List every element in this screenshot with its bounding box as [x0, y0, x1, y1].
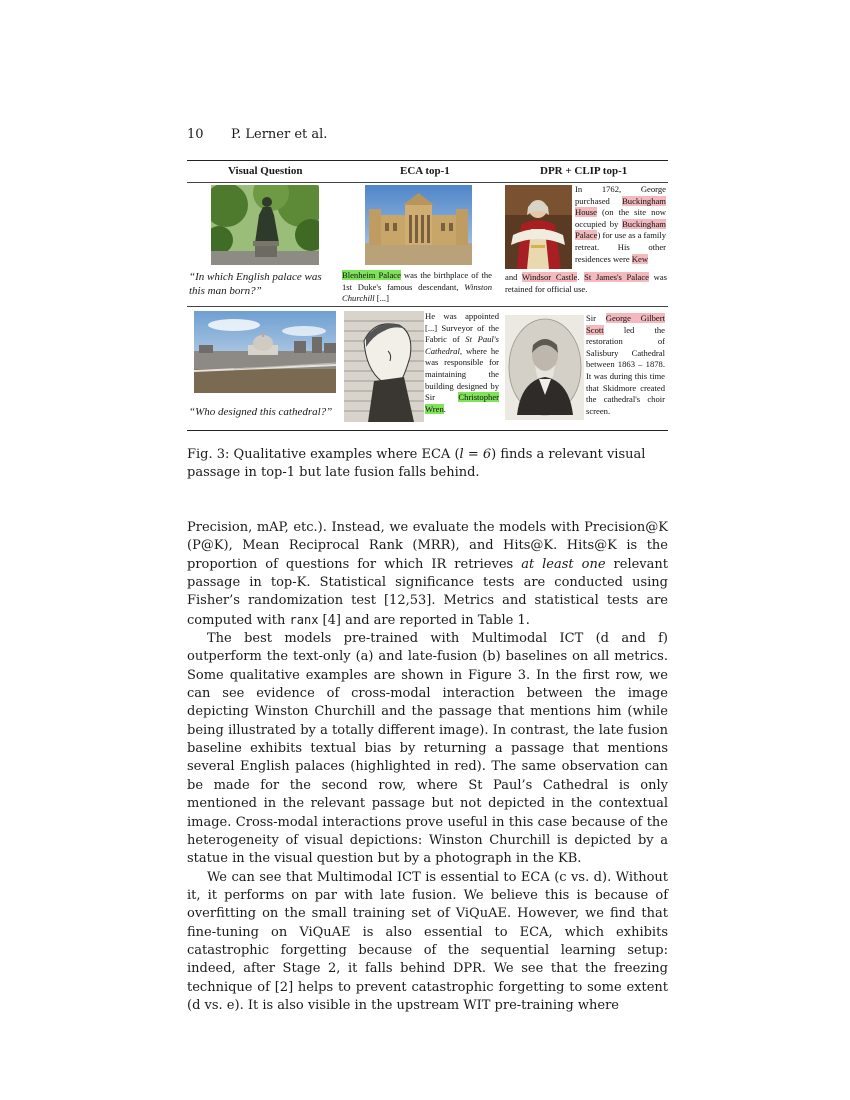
passage-emphasis: Winston Churchill	[342, 281, 492, 304]
column-header-eca: ECA top-1	[400, 165, 450, 177]
george-gilbert-scott-portrait	[505, 315, 584, 420]
churchill-statue-photo	[211, 185, 319, 265]
column-header-dpr-clip: DPR + CLIP top-1	[540, 165, 628, 177]
body-text	[187, 519, 668, 1015]
passage-text: was retained for official use.	[505, 272, 667, 294]
figure-header-rule	[187, 182, 668, 183]
passage-text: was the birthplace of the 1st Duke's famous descendant,	[342, 270, 492, 292]
passage-text: (on the site now occupied by	[575, 207, 666, 229]
figure-row-rule	[187, 306, 668, 307]
highlight-st-james: St James's Palace	[584, 272, 649, 282]
passage-text: Sir	[586, 313, 606, 323]
engraved-portrait-wren	[344, 311, 424, 422]
running-header	[187, 127, 327, 142]
passage-text: , where he was responsible for maintaining the building designed by Sir	[425, 345, 499, 403]
dpr-passage-1	[575, 184, 666, 265]
passage-text: In 1762, George purchased	[575, 184, 666, 206]
caption-label: Fig. 3:	[187, 447, 230, 462]
highlight-buckingham-house: Buckingham House	[575, 195, 666, 218]
passage-text: and	[505, 272, 522, 282]
inline-code: ranx	[289, 612, 319, 627]
caption-text: Qualitative examples where ECA (	[229, 447, 460, 462]
highlight-blenheim: Blenheim Palace	[342, 270, 401, 280]
passage-text: He was appointed [...] Surveyor of the Fabric of	[425, 311, 499, 345]
figure-bottom-rule	[187, 430, 668, 431]
caption-text: ) finds a relevant visual passage in top-1 but late fusion falls behind.	[187, 447, 646, 480]
passage-text: [...]	[374, 293, 389, 304]
eca-passage-1	[342, 270, 492, 305]
figure-caption	[187, 446, 668, 482]
highlight-buckingham-palace: Buckingham Palace	[575, 218, 666, 241]
passage-text: .	[577, 272, 585, 282]
passage-emphasis: St Paul's Cathedral	[425, 334, 499, 356]
column-header-visual-question: Visual Question	[228, 165, 303, 177]
paragraph-text: [4] and are reported in Table 1.	[318, 612, 530, 628]
page-number: 10	[187, 127, 204, 142]
highlight-windsor: Windsor Castle	[521, 272, 578, 282]
caption-math: l = 6	[459, 447, 492, 462]
paragraph-text: relevant passage in top-K. Statistical significance tests are conducted using Fisher’s randomization test [12,53]. Metrics and statistical tests are computed with	[187, 556, 668, 628]
passage-text: ) for use as a family retreat. His other residences were	[575, 230, 666, 264]
paragraph-emphasis: at least one	[521, 556, 606, 572]
passage-text: led the restoration of Salisbury Cathedral between 1863 – 1878. It was during this time that Skidmore created the cathedral's choir screen.	[586, 324, 665, 416]
blenheim-palace-photo	[365, 185, 472, 265]
passage-text: .	[443, 403, 446, 414]
dpr-passage-1-cont	[505, 272, 667, 295]
highlight-kew: Kew	[631, 253, 649, 264]
dpr-passage-2	[586, 313, 665, 417]
paragraph-1	[187, 519, 668, 630]
paragraph-3: We can see that Multimodal ICT is essential to ECA (c vs. d). Without it, it performs on par with late fusion. We believe this is because of overfitting on the small training set of ViQuAE. However, we find that fine-tuning on ViQuAE is also essential to ECA, which exhibits catastrophic forgetting because of the sequential learning setup: indeed, after Stage 2, it falls behind DPR. We see that the freezing technique of [2] helps to prevent catastrophic forgetting to some extent (d vs. e). It is also visible in the upstream WIT pre-training where	[187, 869, 668, 1013]
highlight-george-gilbert-scott: George Gilbert Scott	[586, 313, 665, 335]
st-pauls-london-photo	[194, 311, 336, 393]
visual-question-2: “Who designed this cathedral?”	[189, 406, 333, 418]
figure-top-rule	[187, 160, 668, 161]
running-authors: P. Lerner et al.	[231, 127, 328, 142]
eca-passage-2	[425, 311, 499, 415]
king-george-portrait	[505, 185, 572, 269]
highlight-christopher-wren: Christopher Wren	[425, 392, 499, 414]
visual-question-1: “In which English palace was this man born?”	[189, 271, 322, 297]
paragraph-text: Precision, mAP, etc.). Instead, we evaluate the models with Precision@K (P@K), Mean Reciprocal Rank (MRR), and Hits@K. Hits@K is the proportion of questions for which IR retrieves	[187, 520, 668, 572]
paragraph-2: The best models pre-trained with Multimodal ICT (d and f) outperform the text-only (a) and late-fusion (b) baselines on all metrics. Some qualitative examples are shown in Figure 3. In the first row, we can see evidence of cross-modal interaction between the image depicting Winston Churchill and the passage that mentions him (while being illustrated by a totally different image). In contrast, the late fusion baseline exhibits textual bias by returning a passage that mentions several English palaces (highlighted in red). The same observation can be made for the second row, where St Paul’s Cathedral is only mentioned in the relevant passage but not depicted in the contextual image. Cross-modal interactions prove useful in this case because of the heterogeneity of visual depictions: Winston Churchill is depicted by a statue in the visual question but by a photograph in the KB.	[187, 631, 668, 867]
